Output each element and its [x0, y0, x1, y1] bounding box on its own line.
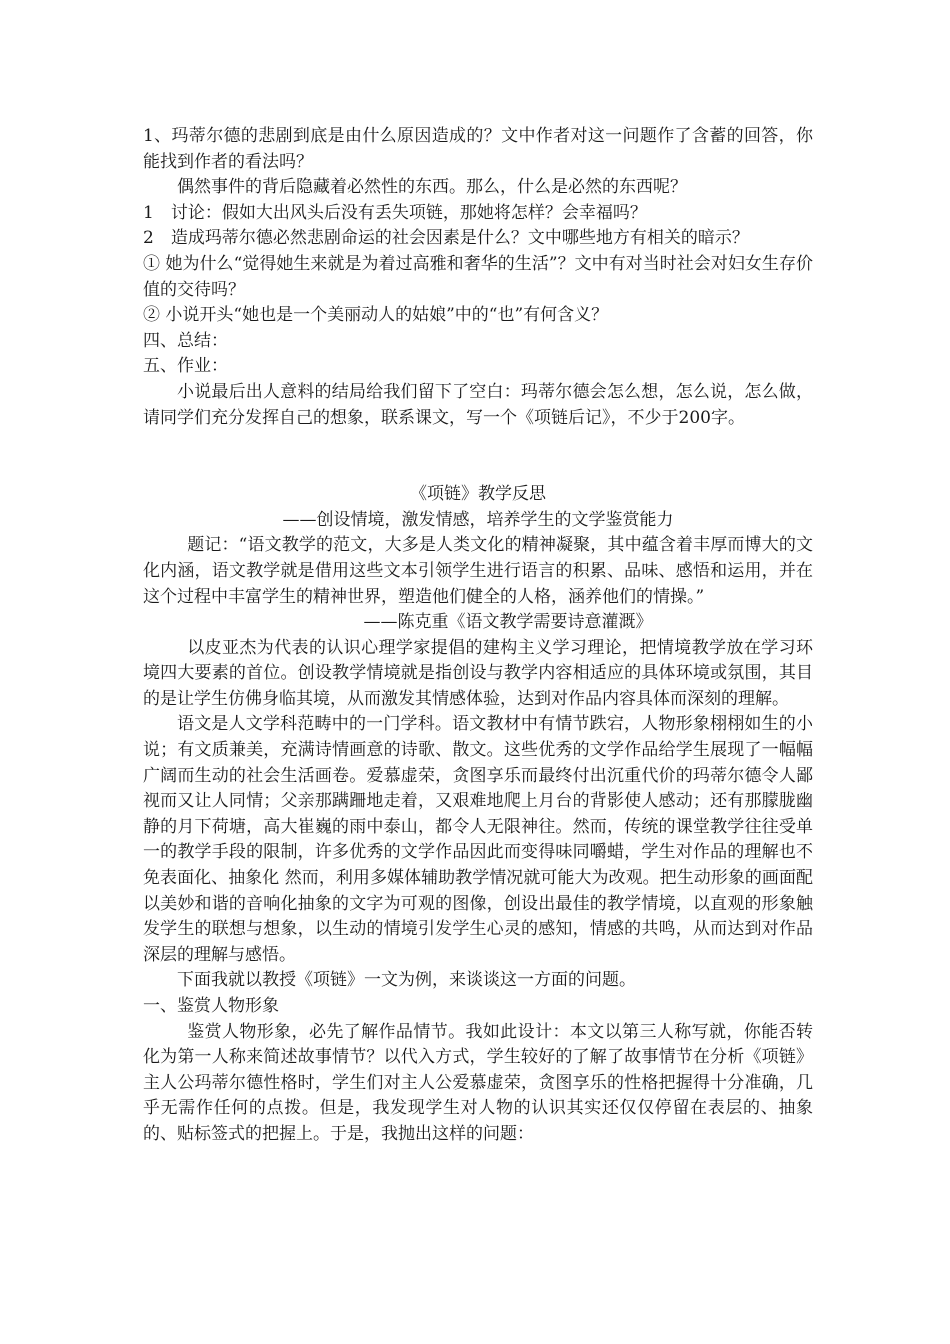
question-1: 1、玛蒂尔德的悲剧到底是由什么原因造成的？文中作者对这一问题作了含蓄的回答，你能找到作者的看法吗？: [143, 126, 813, 172]
section-heading-character: 一、鉴赏人物形象: [143, 996, 279, 1016]
epigraph-attribution: ——陈克重《语文教学需要诗意灌溉》: [363, 612, 653, 633]
epigraph: 题记：“语文教学的范文，大多是人类文化的精神凝聚，其中蕴含着丰厚而博大的文化内涵，语文教学就是借用这些文本引领学生进行语言的积累、品味、感悟和运用，并在这个过程中丰富学生的精神世界，塑造他们健全的人格，涵养他们的情操。”: [143, 535, 813, 607]
section-spacer: [143, 431, 813, 482]
homework-heading: 五、作业：: [143, 356, 228, 377]
reflection-title: 《项链》教学反思: [410, 484, 546, 505]
sub-question-1: ① 她为什么“觉得她生来就是为着过高雅和奢华的生活”？文中有对当时社会对妇女生存价值的交待吗？: [143, 253, 813, 300]
discussion-2: 2 造成玛蒂尔德必然悲剧命运的社会因素是什么？文中哪些地方有相关的暗示？: [143, 228, 749, 249]
discussion-1: 1 讨论：假如大出风头后没有丢失项链，那她将怎样？会幸福吗？: [143, 202, 647, 223]
question-1-note: 偶然事件的背后隐藏着必然性的东西。那么，什么是必然的东西呢？: [177, 177, 687, 198]
paragraph-literature: 语文是人文学科范畴中的一门学科。语文教材中有情节跌宕，人物形象栩栩如生的小说；有文质兼美，充满诗情画意的诗歌、散文。这些优秀的文学作品给学生展现了一幅幅广阔而生动的社会生活画卷。爱慕虚荣，贪图享乐而最终付出沉重代价的玛蒂尔德令人鄙视而又让人同情；父亲那蹒跚地走着，又艰难地爬上月台的背影使人感动；还有那朦胧幽静的月下荷塘，高大崔巍的雨中泰山，都令人无限神往。然而，传统的课堂教学往往受单一的教学手段的限制，许多优秀的文学作品因此而变得味同嚼蜡，学生对作品的理解也不免表面化、抽象化 然而，利用多媒体辅助教学情况就可能大为改观。把生动形象的画面配以美妙和谐的音响化抽象的文字为可观的图像，创设出最佳的教学情境，以直观的形象触发学生的联想与想象，以生动的情境引发学生心灵的感知，情感的共鸣，从而达到对作品深层的理解与感悟。: [143, 714, 813, 965]
homework-text: 小说最后出人意料的结局给我们留下了空白：玛蒂尔德会怎么想，怎么说，怎么做，请同学们充分发挥自己的想象，联系课文，写一个《项链后记》，不少于200字。: [143, 381, 813, 428]
sub-question-2: ② 小说开头“她也是一个美丽动人的姑娘”中的“也”有何含义？: [143, 305, 609, 326]
paragraph-example-intro: 下面我就以教授《项链》一文为例，来谈谈这一方面的问题。: [177, 970, 636, 991]
paragraph-constructivism: 以皮亚杰为代表的认识心理学家提倡的建构主义学习理论，把情境教学放在学习环境四大要素的首位。创设教学情境就是指创设与教学内容相适应的具体环境或氛围，其目的是让学生仿佛身临其境，从而激发其情感体验，达到对作品内容具体而深刻的理解。: [143, 637, 813, 709]
paragraph-character-analysis: 鉴赏人物形象，必先了解作品情节。我如此设计：本文以第三人称写就，你能否转化为第一人称来简述故事情节？以代入方式，学生较好的了解了故事情节在分析《项链》主人公玛蒂尔德性格时，学生们对主人公爱慕虚荣，贪图享乐的性格把握得十分准确，几乎无需作任何的点拨。但是，我发现学生对人物的认识其实还仅仅停留在表层的、抽象的、贴标签式的把握上。于是，我抛出这样的问题：: [143, 1021, 813, 1144]
summary-heading: 四、总结：: [143, 330, 228, 351]
reflection-subtitle: ——创设情境，激发情感，培养学生的文学鉴赏能力: [282, 509, 674, 530]
document-page: [143, 124, 813, 1148]
